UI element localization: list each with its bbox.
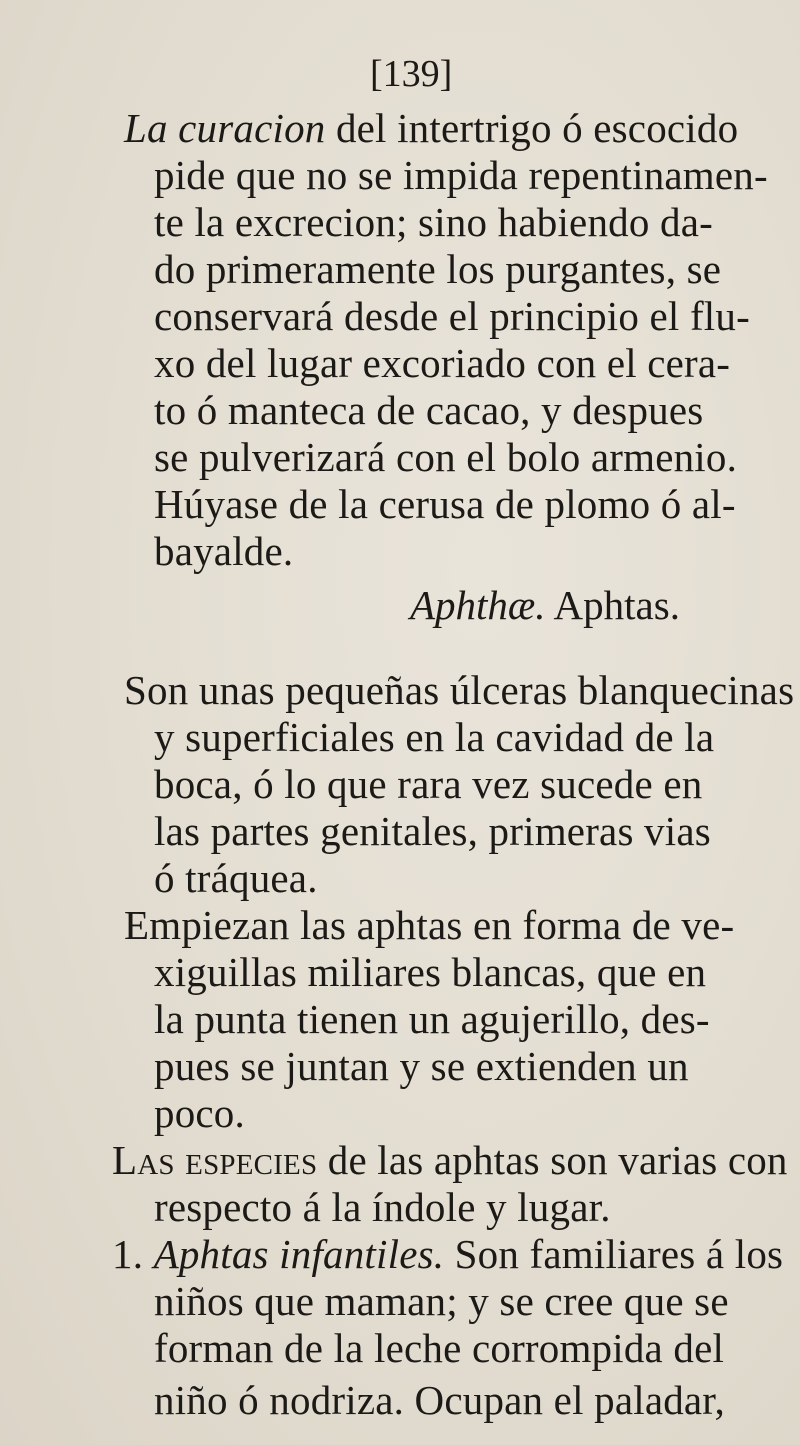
p1-line-3: te la excrecion; sino habiendo da- [154, 199, 713, 245]
p1-line-9: Húyase de la cerusa de plomo ó al- [154, 481, 736, 527]
p5-line-4: niño ó nodriza. Ocupan el paladar, [154, 1377, 725, 1423]
p5-number: 1. [112, 1231, 154, 1277]
p3-line-3: la punta tienen un agujerillo, des- [154, 996, 710, 1042]
p1-lead-italic: La curacion [124, 105, 326, 151]
p4-line-2: respecto á la índole y lugar. [154, 1184, 611, 1230]
p1-line-1-text: del intertrigo ó escocido [325, 105, 739, 151]
p1-line-8: se pulverizará con el bolo armenio. [154, 434, 738, 480]
p5-line-3: forman de la leche corrompida del [154, 1325, 725, 1371]
p3-line-2: xiguillas miliares blancas, que en [154, 949, 707, 995]
p2-line-5: ó tráquea. [154, 855, 318, 901]
p1-line-1 [124, 103, 738, 153]
p4-line-1 [112, 1135, 788, 1185]
p2-line-1: Son unas pequeñas úlceras blanquecinas [124, 667, 795, 713]
p1-line-5: conservará desde el principio el flu- [154, 293, 750, 339]
p5-line-2: niños que maman; y se cree que se [154, 1278, 729, 1324]
page-number: [139] [370, 53, 453, 95]
p1-line-7: to ó manteca de cacao, y despues [154, 387, 704, 433]
p3-line-1: Empiezan las aphtas en forma de ve- [124, 902, 735, 948]
p5-italic: Aphtas infantiles. [153, 1231, 445, 1277]
p2-line-3: boca, ó lo que rara vez sucede en [154, 761, 703, 807]
p4-line-1-text: de las aphtas son varias con [317, 1137, 788, 1183]
p5-line-1 [112, 1229, 783, 1279]
p2-line-4: las partes genitales, primeras vias [154, 808, 711, 854]
p4-smallcaps: Las especies [112, 1137, 318, 1183]
p3-line-5: poco. [154, 1090, 245, 1136]
p5-line-1-text: Son familiares á los [444, 1231, 784, 1277]
p1-line-2: pide que no se impida repentinamen- [154, 152, 768, 198]
p1-line-10: bayalde. [154, 528, 294, 574]
heading-latin: Aphthæ. [410, 582, 546, 628]
p1-line-6: xo del lugar excoriado con el cera- [154, 340, 731, 386]
p2-line-2: y superficiales en la cavidad de la [154, 714, 715, 760]
heading-spanish: Aphtas. [545, 582, 680, 628]
section-heading [410, 580, 680, 630]
p1-line-4: do primeramente los purgantes, se [154, 246, 722, 292]
p3-line-4: pues se juntan y se extienden un [154, 1043, 689, 1089]
